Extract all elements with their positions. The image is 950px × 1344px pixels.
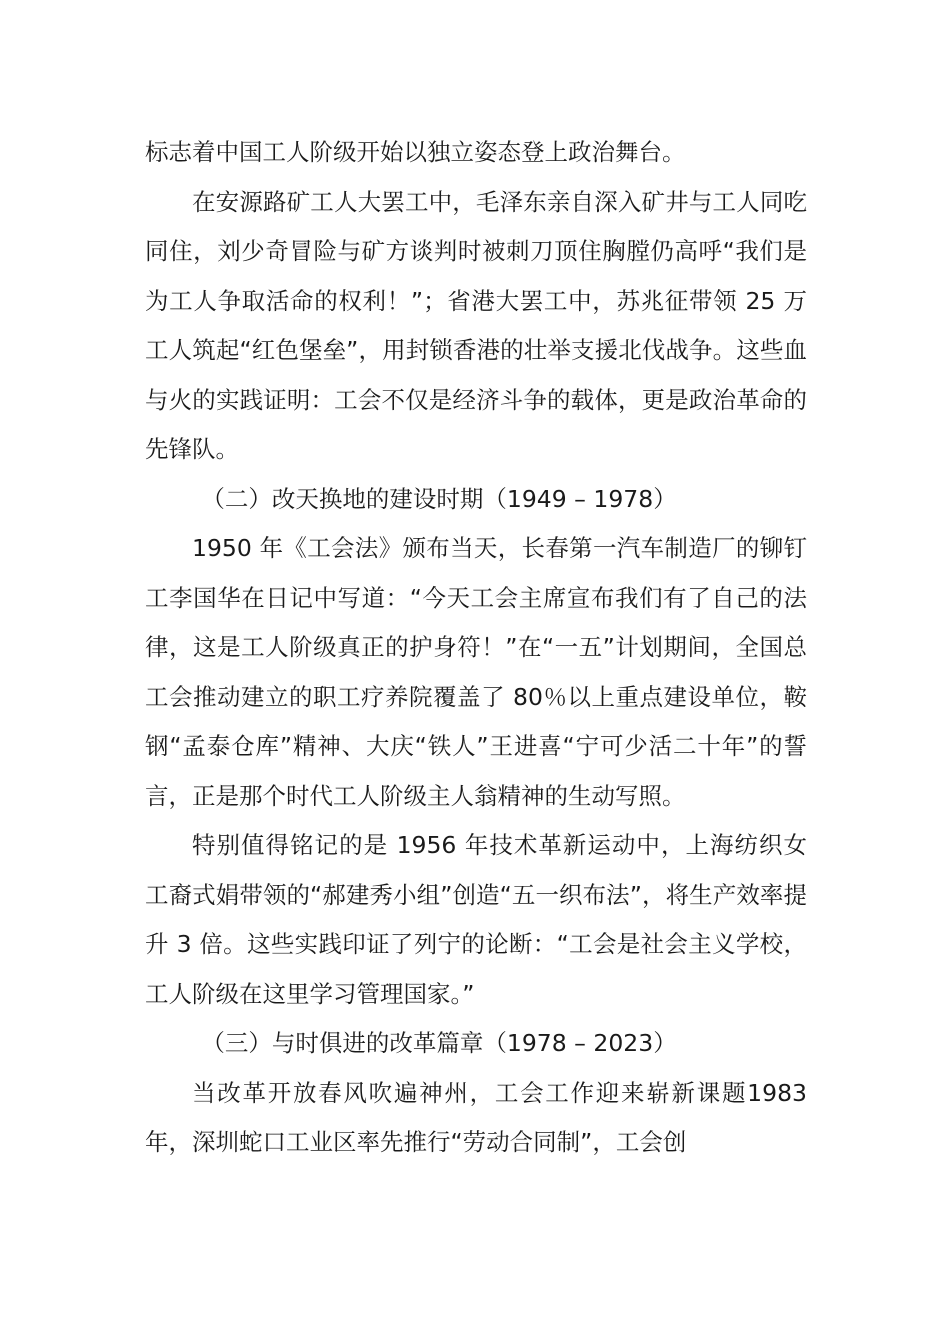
paragraph-reform-opening: 当改革开放春风吹遍神州，工会工作迎来崭新课题1983 年，深圳蛇口工业区率先推行“劳动合同制”，工会创 <box>145 1078 807 1156</box>
paragraph-continuation: 标志着中国工人阶级开始以独立姿态登上政治舞台。 <box>145 138 686 166</box>
section-heading-2: （二）改天换地的建设时期（1949 – 1978） <box>201 484 677 513</box>
paragraph-trade-union-law: 1950 年《工会法》颁布当天，长春第一汽车制造厂的铆钉工李国华在日记中写道：“今天工会主席宣布我们有了自己的法律，这是工人阶级真正的护身符！”在“一五”计划期间，全国总工会推动建立的职工疗养院覆盖了 80％以上重点建设单位，鞍钢“孟泰仓库”精神、大庆“铁人”王进喜“宁可少活二十年”的誓言，正是那个时代工人阶级主人翁精神的生动写照。 <box>145 534 807 810</box>
section-heading-3: （三）与时俱进的改革篇章（1978 – 2023） <box>201 1029 677 1057</box>
paragraph-technical-innovation: 特别值得铭记的是 1956 年技术革新运动中，上海纺织女工裔式娟带领的“郝建秀小组”创造“五一织布法”，将生产效率提升 3 倍。这些实践印证了列宁的论断：“工会是社会主义学校，工人阶级在这里学习管理国家。” <box>145 831 807 1008</box>
document-body <box>145 128 807 1168</box>
paragraph-anyuan-strike: 在安源路矿工人大罢工中，毛泽东亲自深入矿井与工人同吃同住，刘少奇冒险与矿方谈判时被刺刀顶住胸膛仍高呼“我们是为工人争取活命的权利！”；省港大罢工中，苏兆征带领 25 万工人筑起“红色堡垒”，用封锁香港的壮举支援北伐战争。这些血与火的实践证明：工会不仅是经济斗争的载体，更是政治革命的先锋队。 <box>145 187 807 463</box>
